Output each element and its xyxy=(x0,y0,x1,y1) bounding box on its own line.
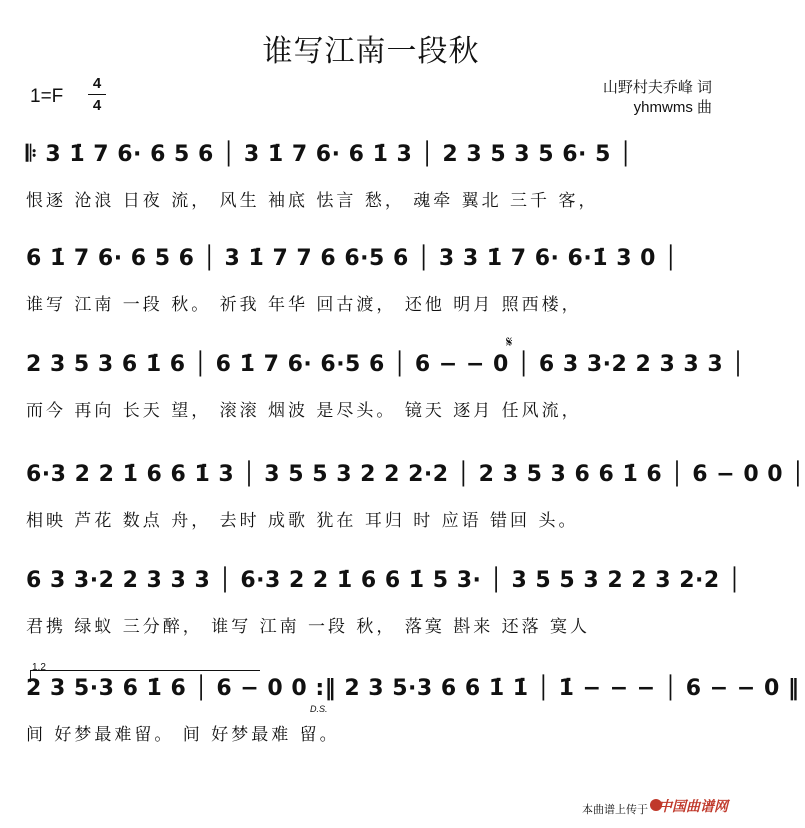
score-row-5 xyxy=(0,568,742,668)
score-row-1 xyxy=(0,142,742,242)
time-signature xyxy=(88,74,106,115)
lyric-line: 谁写 江南 一段 秋。 祈我 年华 回古渡， 还他 明月 照西楼， xyxy=(26,295,582,315)
score-row-3 xyxy=(0,352,746,452)
meter-line xyxy=(88,94,106,95)
notation-line: 2 3 5·3 6 1̇ 6 │ 6 − 0 0 :‖ 2 3 5·3 6 6 1̇ 1̇ │ 1̇ − − − │ 6 − − 0 ‖ xyxy=(26,676,800,701)
notation-line: 𝄆 3 1̇ 7 6· 6 5 6 │ 3 1̇ 7 6· 6 1̇ 3 │ 2 3 5 3 5 6· 5 │ xyxy=(26,142,633,167)
composer: yhmwms 曲 xyxy=(633,99,712,116)
key-signature: 1=F xyxy=(30,86,64,107)
notation-line: 6 1̇ 7 6· 6 5 6 │ 3 1̇ 7 7 6 6·5 6 │ 3 3 1̇ 7 6· 6·1̇ 3 0 │ xyxy=(26,246,678,271)
lyric-line: 君携 绿蚁 三分醉， 谁写 江南 一段 秋， 落寞 斟来 还落 寞人 xyxy=(26,617,591,637)
notation-line: 6 3 3·2 2 3 3 3 │ 6·3 2 2 1̇ 6 6 1̇ 5 3· │ 3 5 5 3 2 2 3 2·2 │ xyxy=(26,568,742,593)
lyric-line: 间 好梦最难留。 间 好梦最难 留。 xyxy=(26,725,340,745)
meter-top: 4 xyxy=(92,75,102,92)
lyricist: 山野村夫乔峰 词 xyxy=(602,79,712,96)
footer-text: 本曲谱上传于 xyxy=(582,804,648,816)
score-title: 谁写江南一段秋 xyxy=(262,34,480,69)
score-row-2 xyxy=(0,246,742,346)
notation-line: 2 3 5 3 6 1̇ 6 │ 6 1̇ 7 6· 6·5 6 │ 6 − − 0 │ 6 3 3·2 2 3 3 3 │ xyxy=(26,352,746,377)
score-row-4 xyxy=(0,462,805,562)
lyric-line: 相映 芦花 数点 舟， 去时 成歌 犹在 耳归 时 应语 错回 头。 xyxy=(26,511,579,531)
site-logo[interactable]: 中国曲谱网 xyxy=(658,799,728,815)
score-row-6 xyxy=(0,662,800,776)
segno-sign: 𝄋 xyxy=(506,334,513,351)
dal-segno-mark: D.S. xyxy=(310,704,328,714)
lyric-line: 恨逐 沧浪 日夜 流， 风生 袖底 怯言 愁， 魂牵 翼北 三千 客， xyxy=(26,191,599,211)
lyric-line: 而今 再向 长天 望， 滚滚 烟波 是尽头。 镜天 逐月 任风流， xyxy=(26,401,582,421)
meter-bottom: 4 xyxy=(92,97,102,114)
volta-bracket xyxy=(30,670,260,671)
notation-line: 6·3 2 2 1̇ 6 6 1̇ 3 │ 3 5 5 3 2 2 2·2 │ 2 3 5 3 6 6 1̇ 6 │ 6 − 0 0 │ xyxy=(26,462,805,487)
volta-ending-label: 1.2 xyxy=(32,662,46,673)
